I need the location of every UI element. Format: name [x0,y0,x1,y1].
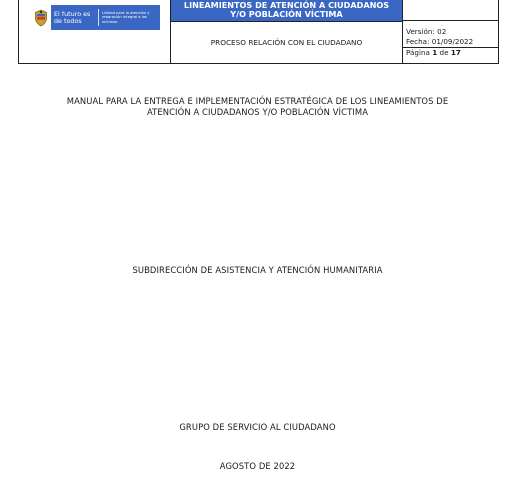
version-label: Versión: 02 [406,27,447,36]
date-label: Fecha: 01/09/2022 [403,37,498,48]
header-title-cell [171,0,403,63]
header-title-line-1: LINEAMIENTOS DE ATENCIÓN A CIUDADANOS [183,0,390,10]
unit-line: Unidad para la atención y reparación integral a las víctimas [102,10,150,24]
institution-logo [33,5,160,30]
document-date: AGOSTO DE 2022 [219,461,296,471]
document-header [18,0,499,64]
logo-cell [19,0,171,63]
manual-title [30,96,485,117]
page-label [403,48,498,58]
brand-divider [98,9,99,26]
header-title-line-2: Y/O POBLACIÓN VÍCTIMA [230,9,343,20]
page-total: 17 [450,48,461,57]
page-separator: de [437,48,451,57]
manual-title-line-2: ATENCIÓN A CIUDADANOS Y/O POBLACIÓN VÍCTIMA [146,106,369,117]
grupo-text: GRUPO DE SERVICIO AL CIUDADANO [179,422,336,432]
document-meta-cell [403,0,498,63]
manual-title-line-1: MANUAL PARA LA ENTREGA E IMPLEMENTACIÓN ESTRATÉGICA DE LOS LINEAMIENTOS DE [66,96,449,106]
brand-line: El futuro es de todos [54,9,91,25]
brand-band [51,5,160,30]
page-prefix: Página [406,48,433,57]
header-title [171,0,402,21]
subdireccion-text: SUBDIRECCIÓN DE ASISTENCIA Y ATENCIÓN HUMANITARIA [132,265,383,275]
meta-blank [403,0,498,21]
page-current: 1 [432,48,438,57]
process-name: PROCESO RELACIÓN CON EL CIUDADANO [171,21,402,63]
coat-of-arms-icon [33,7,49,29]
